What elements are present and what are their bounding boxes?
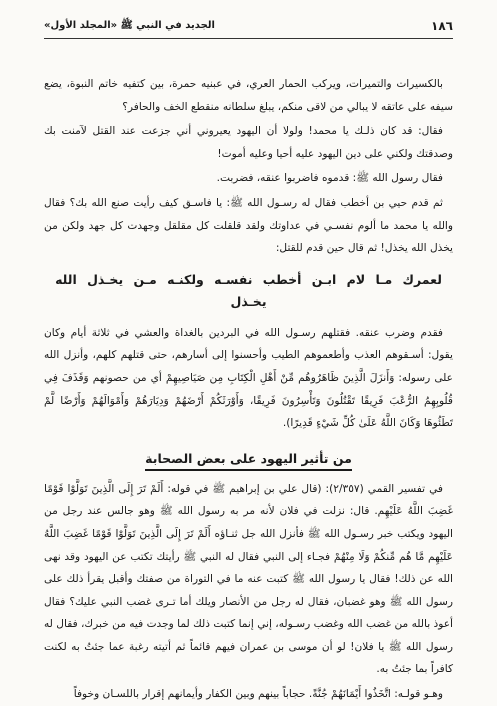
page-number: ١٨٦ xyxy=(431,19,453,33)
section-heading xyxy=(44,451,453,466)
paragraph-6: في تفسير القمي (٢/٣٥٧): (قال علي بن إبراهيم ﷺ في قوله: أَلَمْ تَرَ إِلَى الَّذِينَ تَوَلَّوْا قَوْمًا غَضِبَ اللَّهُ عَلَيْهِم. قال: نزلت في فلان لأنه مر به رسول الله ﷺ وهو جالس عند رجل من اليهود ويكتب خبر رسـول الله ﷺ فأنزل الله جل ثنـاؤه أَلَمْ تَرَ إِلَى الَّذِينَ تَوَلَّوْا قَوْمًا غَضِبَ اللَّهُ عَلَيْهِم مَّا هُم مِّنكُمْ وَلَا مِنْهُمْ فجـاء إلى النبي فقال له النبي ﷺ رأيتك تكتب عن اليهود وقد نهى الله عن ذلك! فقال يا رسول الله ﷺ كتبت عنه ما في التوراة من صفتك وأقبل يقرأ ذلك على رسول الله ﷺ وهو غضبان، فقال له رجل من الأنصار ويلك أما تـرى غضب النبي عليك؟ فقال أعوذ بالله من غضب الله وغضب رسـوله، إني إنما كتبت ذلك لما وجدت فيه من خبرك، فقال له رسول الله ﷺ يا فلان! لو أن موسى بن عمران فيهم قائماً ثم أتيته رغبة عما جئتُ به لكنت كافراً بما جئتُ به. xyxy=(44,482,453,676)
paragraph-3: فقال رسول الله ﷺ: قدموه فاضربوا عنقه، فضربت. xyxy=(216,172,443,185)
paragraph-4: ثم قدم حيي بن أخطب فقال له رسـول الله ﷺ: يا فاسـق كيف رأيت صنع الله بك؟ فقال والله يا محمد ما ألوم نفسـي في عداوتك ولقد قلقلت كل مقلقل وجهدت كل جهد ولكن من يخذل الله يخذل! ثم قال حين قدم للقتل: xyxy=(44,196,453,255)
section-heading-text: من تأثير اليهود على بعض الصحابة xyxy=(145,451,352,471)
running-title: الجديد في النبي ﷺ «المجلد الأول» xyxy=(44,20,215,31)
page-body xyxy=(44,73,453,706)
paragraph-2: فقال: قد كان ذلـك يا محمد! ولولا أن اليهود يعيروني أني جزعت عند القتل لآمنت بك وصدقتك ولكني على دين اليهود عليه أحيا وعليه أموت! xyxy=(44,125,453,160)
paragraph-1: بالكسيرات والتميرات، ويركب الحمار العري، في عبنيه حمرة، بين كتفيه خاتم النبوة، يضع سيفه على عاتقه لا يبالي من لاقى منكم، يبلغ سلطانه منقطع الخف والحافر؟ xyxy=(44,78,453,113)
paragraph-5: فقدم وضرب عنقه. فقتلهم رسـول الله في البردين بالغداة والعشي في ثلاثة أيام وكان يقول: أسـقوهم العذب وأطعموهم الطيب وأحسنوا إلى أسارهم، حتى قتلهم كلهم، وأنزل الله على رسوله: وَأَنزَلَ الَّذِينَ ظَاهَرُوهُم مِّنْ أَهْلِ الْكِتَابِ مِن صَيَاصِيهِمْ أي من حصونهم وَقَذَفَ فِي قُلُوبِهِمُ الرُّعْبَ فَرِيقًا تَقْتُلُونَ وَتَأْسِرُونَ فَرِيقًا، وَأَوْرَثَكُمْ أَرْضَهُمْ وَدِيَارَهُمْ وَأَمْوَالَهُمْ وَأَرْضًا لَّمْ تَطَئُوهَا وَكَانَ اللَّهُ عَلَىٰ كُلِّ شَيْءٍ قَدِيرًا). xyxy=(44,326,453,430)
page-header xyxy=(44,18,453,39)
poem-verse: لعمرك مـا لام ابـن أخطب نفسـه ولكنـه مـن يخـذل الله يخـذل xyxy=(55,271,442,309)
paragraph-7: وهـو قولـه: اتَّخَذُوا أَيْمَانَهُمْ جُنَّةً. حجاباً بينهم وبين الكفار وأيمانهم إقرار باللسـان وخوفاً xyxy=(73,688,443,701)
